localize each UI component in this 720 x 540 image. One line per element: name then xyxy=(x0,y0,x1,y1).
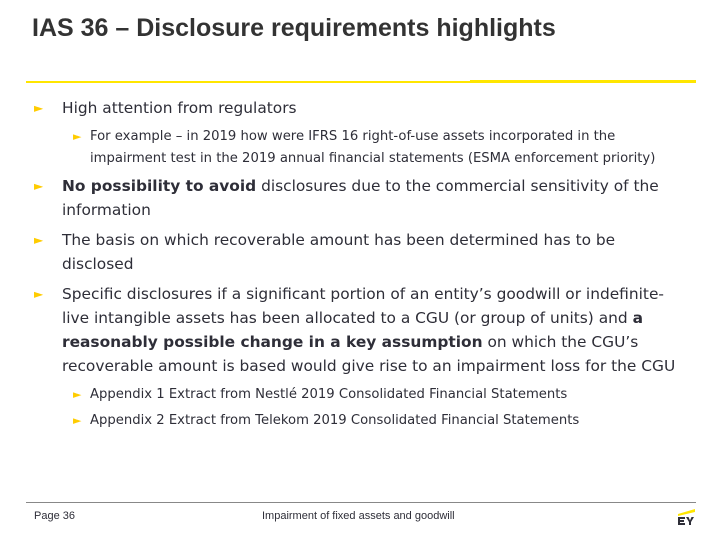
triangle-right-icon: ► xyxy=(34,287,44,301)
sub-bullet-appendix-2 xyxy=(62,410,684,432)
triangle-right-icon: ► xyxy=(73,388,82,401)
triangle-right-icon: ► xyxy=(73,130,82,143)
bullet-basis xyxy=(34,228,684,276)
triangle-right-icon: ► xyxy=(34,101,44,115)
slide-title: IAS 36 – Disclosure requirements highlights xyxy=(32,14,556,42)
slide-body xyxy=(34,96,684,432)
sub-bullet-text: For example – in 2019 how were IFRS 16 right-of-use assets incorporated in the impairment test in the 2019 annual financial statements (ESMA enforcement priority) xyxy=(90,129,656,166)
bullet-no-avoid xyxy=(34,174,684,222)
bullet-text: High attention from regulators xyxy=(62,99,297,117)
bullet-text: The basis on which recoverable amount has been determined has to be disclosed xyxy=(62,231,616,273)
bullet-regulators xyxy=(34,96,684,120)
triangle-right-icon: ► xyxy=(73,414,82,427)
bullet-bold-text: a reasonably possible change in a key assumption xyxy=(62,309,643,351)
triangle-right-icon: ► xyxy=(34,179,44,193)
title-divider-accent xyxy=(470,80,696,83)
footer-topic: Impairment of fixed assets and goodwill xyxy=(262,510,455,522)
bullet-bold-text: No possibility to avoid xyxy=(62,177,257,195)
page-number: Page 36 xyxy=(34,510,75,522)
footer-divider xyxy=(26,502,696,503)
triangle-right-icon: ► xyxy=(34,233,44,247)
sub-bullet-text: Appendix 1 Extract from Nestlé 2019 Consolidated Financial Statements xyxy=(90,387,568,402)
bullet-text: Specific disclosures if a significant portion of an entity’s goodwill or indefinite-live intangible assets has been allocated to a CGU (or group of units) and xyxy=(62,285,664,327)
sub-bullet-ifrs16 xyxy=(62,126,684,170)
bullet-text: disclosures due to the commercial sensitivity of the information xyxy=(62,177,659,219)
bullet-specific-disclosures xyxy=(34,282,684,378)
sub-bullet-text: Appendix 2 Extract from Telekom 2019 Consolidated Financial Statements xyxy=(90,413,580,428)
sub-bullet-appendix-1 xyxy=(62,384,684,406)
ey-logo xyxy=(675,506,697,526)
bullet-text: on which the CGU’s recoverable amount is based would give rise to an impairment loss for the CGU xyxy=(62,333,676,375)
